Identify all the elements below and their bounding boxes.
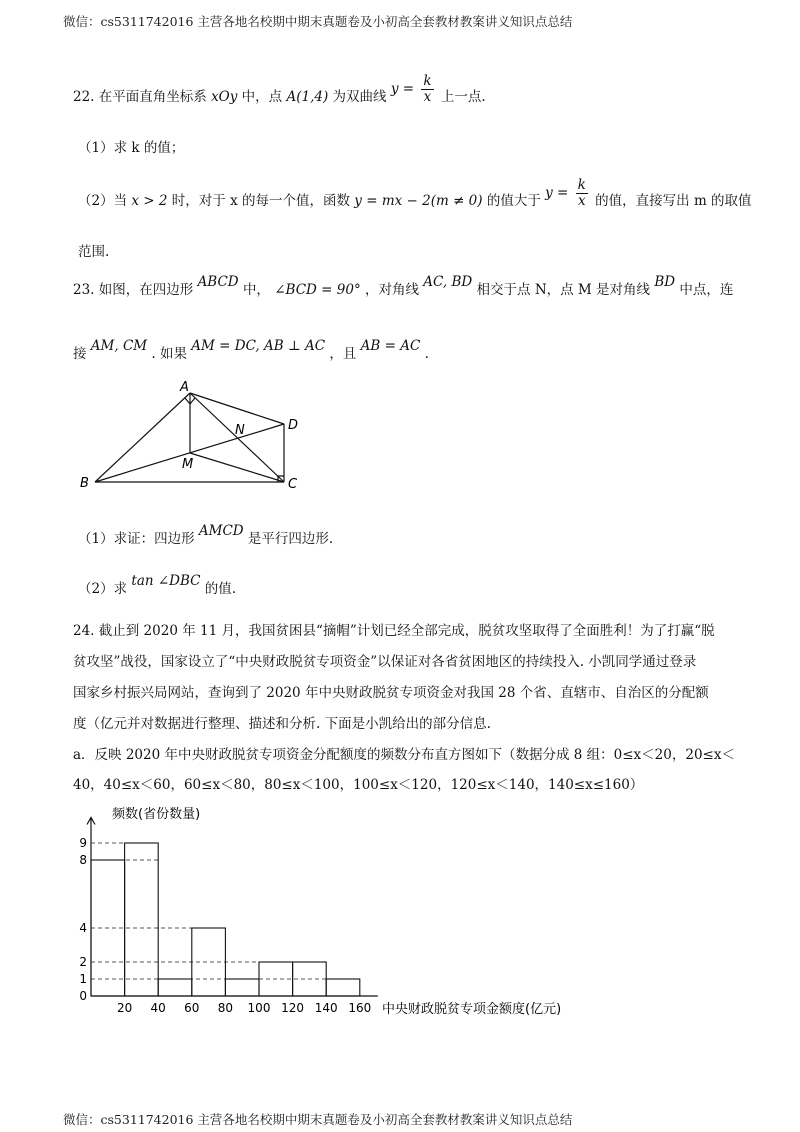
q24-line6: 40，40≤x＜60，60≤x＜80，80≤x＜100，100≤x＜120，120≤x＜140，140≤x≤160）: [73, 777, 644, 793]
q22-part2: （2）当 x > 2 时，对于 x 的每一个值，函数 y = mx − 2(m ≠ 0) 的值大于 y = $\frac{k}{x}$ 的值，直接写出 m 的取值: [78, 177, 752, 209]
histogram-bar-5: [225, 979, 259, 996]
q23-line1: 23. 如图，在四边形 ABCD 中， ∠BCD = 90° ，对角线 AC, BD 相交于点 N，点 M 是对角线 BD 中点，连: [73, 274, 734, 298]
page-footer: 微信：cs5311742016 主营各地名校期中期末真题卷及小初高全套教材教案讲义知识点总结: [63, 1112, 573, 1127]
histogram-bar-7: [293, 962, 327, 996]
label-D: D: [288, 418, 299, 433]
q23-part1: （1）求证：四边形 AMCD 是平行四边形.: [78, 523, 334, 547]
q23-line2: 接 AM, CM . 如果 AM = DC, AB ⊥ AC ，且 AB = AC .: [73, 338, 429, 362]
x-tick-label: 100: [247, 1001, 271, 1015]
y-tick-label: 9: [79, 836, 87, 850]
q22-tail: 上一点.: [440, 89, 486, 105]
label-A: A: [180, 380, 189, 395]
y-tick-label: 2: [79, 955, 87, 969]
histogram-bar-4: [192, 928, 226, 996]
histogram-bar-8: [326, 979, 360, 996]
y-tick-label: 8: [79, 853, 87, 867]
x-tick-label: 80: [217, 1001, 234, 1015]
chart-xlabel: 中央财政脱贫专项金额度(亿元): [382, 1002, 562, 1017]
q24-line2: 贫攻坚”战役，国家设立了“中央财政脱贫专项资金”以保证对各省贫困地区的持续投入. 小凯同学通过登录: [73, 654, 697, 670]
x-tick-label: 160: [348, 1001, 372, 1015]
q22-mid: 中，点: [241, 89, 283, 105]
histogram-bar-6: [259, 962, 293, 996]
histogram-bar-1: [91, 860, 125, 996]
q22-condition: x > 2: [131, 193, 168, 209]
q24-line1: 24. 截止到 2020 年 11 月，我国贫困县“摘帽”计划已经全部完成，脱贫攻坚取得了全面胜利！为了打赢“脱: [73, 623, 715, 639]
histogram-bar-2: [125, 843, 159, 996]
q24-line4: 度（亿元并对数据进行整理、描述和分析. 下面是小凯给出的部分信息.: [73, 716, 491, 732]
x-tick-label: 20: [116, 1001, 133, 1015]
q22-lead: 22. 在平面直角坐标系: [73, 89, 207, 105]
q22-mid2: 为双曲线: [332, 89, 387, 105]
q22-part2-cont: 范围.: [78, 244, 110, 260]
page-header: 微信：cs5311742016 主营各地名校期中期末真题卷及小初高全套教材教案讲义知识点总结: [63, 14, 573, 29]
q23-part2: （2）求 tan ∠DBC 的值.: [78, 573, 237, 597]
y-tick-label: 0: [79, 989, 87, 1003]
q22-linear-function: y = mx − 2(m ≠ 0): [354, 193, 483, 209]
x-tick-label: 40: [150, 1001, 166, 1015]
q22-coord: xOy: [211, 89, 238, 105]
q22-point: A(1,4): [286, 89, 329, 105]
q22-fraction-2: $\frac{k}{x}$: [577, 177, 586, 209]
x-tick-label: 140: [314, 1001, 338, 1015]
label-N: N: [235, 423, 245, 438]
q24-line5: a．反映 2020 年中央财政脱贫专项资金分配额度的频数分布直方图如下（数据分成 8 组：0≤x＜20，20≤x＜: [73, 747, 735, 763]
chart-ylabel: 频数(省份数量): [112, 807, 201, 822]
histogram-bar-3: [158, 979, 192, 996]
q24-line3: 国家乡村振兴局网站，查询到了 2020 年中央财政脱贫专项资金对我国 28 个省、直辖市、自治区的分配额: [73, 685, 709, 701]
q22-fraction: $\frac{k}{x}$: [423, 73, 432, 105]
q22-func-y: y =: [390, 81, 415, 97]
label-C: C: [288, 477, 298, 492]
y-tick-label: 1: [79, 972, 87, 986]
y-tick-label: 4: [79, 921, 87, 935]
x-tick-label: 120: [281, 1001, 305, 1015]
q22-part1: （1）求 k 的值；: [78, 140, 185, 156]
label-M: M: [182, 457, 194, 472]
x-tick-label: 60: [184, 1001, 200, 1015]
label-B: B: [80, 476, 89, 491]
